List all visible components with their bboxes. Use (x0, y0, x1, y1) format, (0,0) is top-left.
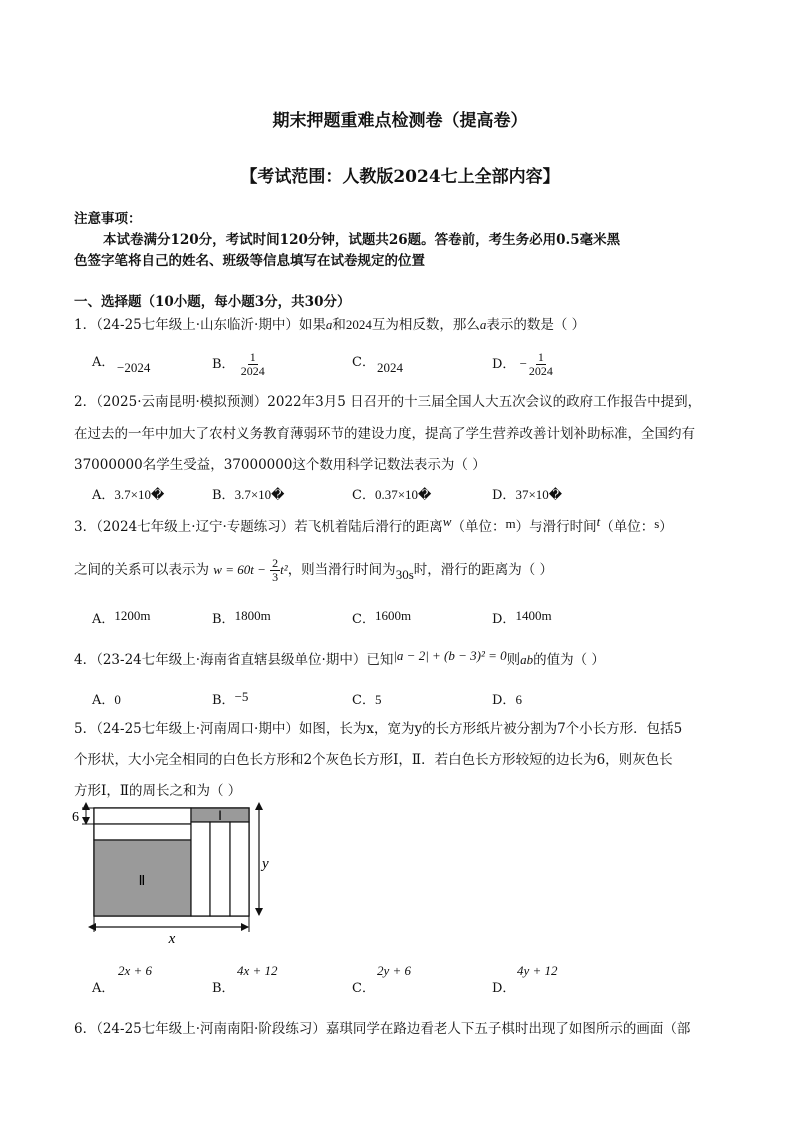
white-rectangle (210, 822, 230, 916)
option-c[interactable] (352, 608, 411, 627)
option-b[interactable] (212, 689, 248, 708)
question-2 (74, 390, 701, 410)
option-value: 2y + 6 (377, 963, 412, 978)
option-value: −5 (234, 689, 249, 704)
option-label: B． (212, 612, 235, 627)
white-rectangle (230, 822, 249, 916)
unit: m (505, 516, 516, 531)
math-var: t (596, 514, 601, 529)
question-text: 表示的数是（ ） (486, 317, 586, 333)
label-ii: Ⅱ (138, 874, 146, 889)
question-number: 1． (74, 317, 97, 333)
option-a[interactable] (92, 351, 114, 370)
question-text: 和 (332, 317, 346, 333)
option-a[interactable] (92, 484, 164, 503)
question-text: 互为相反数，那么 (371, 317, 480, 333)
formula: t² (280, 562, 288, 577)
question-text: （2025·云南昆明·模拟预测）2022年3月5 日召开的十三届全国人大五次会议的政府工作报告中提到， (96, 394, 702, 410)
math-value: 2024 (345, 317, 372, 332)
option-value: 3.7×10� (114, 487, 165, 502)
option-label: A． (92, 693, 115, 708)
option-label: D． (492, 693, 516, 708)
option-d[interactable] (492, 351, 555, 378)
question-number: 2． (74, 394, 97, 410)
question-1 (74, 313, 585, 333)
option-b[interactable] (212, 608, 271, 627)
option-label: A． (92, 981, 115, 996)
option-a[interactable] (92, 608, 151, 627)
question-4 (74, 648, 605, 668)
white-rectangle (94, 808, 191, 824)
question-text: （24-25七年级上·河南周口·期中）如图，长为x，宽为y的长方形纸片被分割为7个小长方形．包括5 (96, 721, 683, 737)
formula: |a − 2| + (b − 3)² = 0 (393, 648, 507, 663)
notice-heading: 注意事项： (74, 211, 142, 227)
math-var: a (325, 317, 333, 332)
label-6: 6 (72, 810, 79, 825)
question-number: 3． (74, 519, 97, 535)
option-value: 2x + 6 (118, 963, 153, 978)
fraction (527, 351, 555, 378)
time-value: 30s (395, 567, 414, 582)
fraction (239, 351, 267, 378)
option-label: D． (492, 612, 516, 627)
option-value: 2024 (377, 360, 403, 375)
option-value: 1200m (114, 608, 151, 623)
question-text: （单位： (600, 519, 655, 535)
option-value: 3.7×10� (234, 487, 285, 502)
question-5 (74, 717, 682, 737)
option-label: A． (92, 355, 115, 370)
question-text: （23-24七年级上·海南省直辖县级单位·期中）已知 (96, 652, 394, 668)
label-y: y (262, 856, 269, 872)
option-b[interactable] (212, 977, 235, 996)
question-number: 6． (74, 1021, 97, 1037)
option-value: 37×10� (515, 487, 563, 502)
option-label: C． (352, 355, 375, 370)
white-rectangle (94, 824, 191, 840)
question-text: （单位： (451, 519, 506, 535)
question-text: （2024七年级上·辽宁·专题练习）若飞机着陆后滑行的距离 (96, 519, 443, 535)
option-value: 0.37×10� (374, 487, 432, 502)
option-label: B． (212, 981, 235, 996)
formula: w = 60t − (213, 562, 266, 577)
fraction (270, 557, 280, 584)
option-value: 5 (374, 692, 382, 707)
notice-line-2: 色签字笔将自己的姓名、班级等信息填写在试卷规定的位置 (74, 253, 425, 269)
option-label: D． (492, 981, 516, 996)
question-text: 个形状，大小完全相同的白色长方形和2个灰色长方形Ⅰ，Ⅱ．若白色长方形较短的边长为6，则灰色长 (74, 752, 673, 768)
minus-sign: − (519, 356, 527, 371)
option-label: A． (92, 488, 115, 503)
question-3 (74, 515, 673, 535)
option-label: C． (352, 488, 375, 503)
option-value: 1600m (374, 608, 412, 623)
option-value: 1800m (234, 608, 271, 623)
question-text: ，则当滑行时间为 (287, 562, 396, 578)
option-d[interactable] (492, 977, 515, 996)
page-title: 期末押题重难点检测卷（提高卷） (272, 111, 528, 131)
option-label: D． (492, 357, 516, 372)
math-var: w (442, 514, 452, 529)
fraction-numerator: 2 (272, 556, 279, 570)
question-text: 方形Ⅰ，Ⅱ的周长之和为（ ） (74, 783, 242, 799)
rectangle-figure (66, 800, 286, 950)
option-label: C． (352, 981, 375, 996)
question-text: 之间的关系可以表示为 (74, 562, 209, 578)
option-label: B． (212, 488, 235, 503)
option-label: B． (212, 693, 235, 708)
option-d[interactable] (492, 689, 522, 708)
question-number: 5． (74, 721, 97, 737)
math-var: a (479, 317, 487, 332)
fraction-numerator: 1 (537, 350, 544, 364)
option-label: B． (212, 357, 235, 372)
question-text: （24-25七年级上·山东临沂·期中）如果 (96, 317, 326, 333)
fraction-denominator: 2024 (240, 364, 265, 378)
white-rectangle (191, 822, 210, 916)
section-heading: 一、选择题（10小题，每小题3分，共30分） (74, 294, 351, 310)
label-x: x (168, 931, 176, 947)
option-value: 4x + 12 (237, 963, 278, 978)
option-c[interactable] (352, 689, 381, 708)
option-c[interactable] (352, 484, 431, 503)
question-text: 时，滑行的距离为（ ） (413, 562, 554, 578)
question-text: 37000000名学生受益，37000000这个数用科学记数法表示为（ ） (74, 457, 486, 473)
option-a[interactable] (92, 689, 121, 708)
fraction-denominator: 2024 (528, 364, 553, 378)
question-6 (74, 1017, 690, 1037)
option-c[interactable] (352, 977, 375, 996)
option-label: C． (352, 693, 375, 708)
option-value: 1400m (515, 608, 552, 623)
option-label: D． (492, 488, 516, 503)
question-text: 则 (506, 652, 521, 668)
option-value: 6 (515, 692, 522, 707)
question-text: 在过去的一年中加大了农村义务教育薄弱环节的建设力度，提高了学生营养改善计划补助标准，全国约有 (74, 426, 695, 442)
option-value: 0 (114, 692, 121, 707)
option-label: A． (92, 612, 115, 627)
option-d[interactable] (492, 608, 552, 627)
fraction-numerator: 1 (249, 350, 256, 364)
option-value: −2024 (117, 360, 151, 375)
option-label: C． (352, 612, 375, 627)
notice-line-1: 本试卷满分120分，考试时间120分钟，试题共26题。答卷前，考生务必用0.5毫米黑 (103, 232, 621, 248)
option-value: 4y + 12 (517, 963, 558, 978)
question-text: 的值为（ ） (533, 652, 605, 668)
page-subtitle: 【考试范围：人教版2024七上全部内容】 (240, 167, 560, 187)
option-d[interactable] (492, 484, 562, 503)
question-text: ）与滑行时间 (515, 519, 597, 535)
option-c[interactable] (352, 351, 375, 370)
question-text (74, 557, 553, 584)
fraction-denominator: 3 (272, 570, 279, 584)
math-var: ab (520, 652, 534, 667)
question-text: ） (659, 519, 673, 535)
label-i: Ⅰ (218, 808, 222, 823)
question-text: （24-25七年级上·河南南阳·阶段练习）嘉琪同学在路边看老人下五子棋时出现了如图所示的画面（部 (96, 1021, 691, 1037)
unit: s (654, 516, 660, 531)
option-b[interactable] (212, 484, 284, 503)
option-b[interactable] (212, 351, 267, 378)
question-number: 4． (74, 652, 97, 668)
option-a[interactable] (92, 977, 114, 996)
